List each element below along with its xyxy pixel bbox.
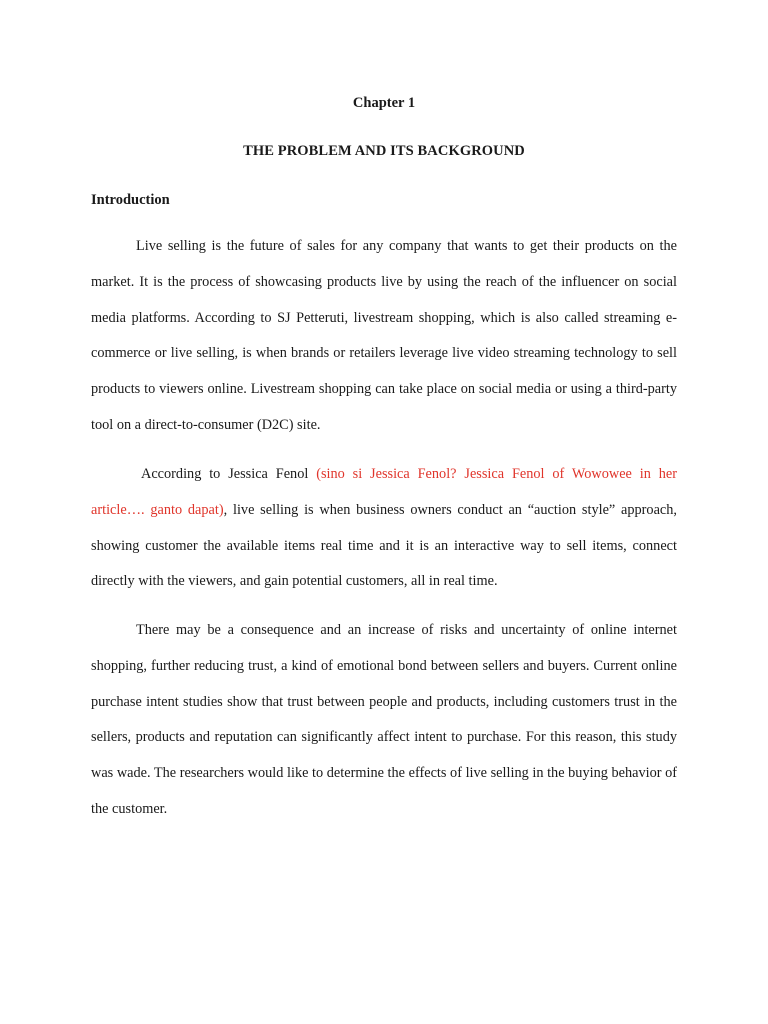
reviewer-comment: (sino si Jessica Fenol? Jessica Fenol of Wowowee in her article…. ganto dapat) [91,466,677,518]
chapter-title: THE PROBLEM AND ITS BACKGROUND [243,143,525,159]
section-heading: Introduction [91,192,170,208]
chapter-label: Chapter 1 [352,95,416,111]
paragraph-fenol-lead: According to Jessica Fenol [141,466,317,482]
paragraph-trust: There may be a consequence and an increase of risks and uncertainty of online internet shopping, further reducing trust, a kind of emotional bond between sellers and buyers. Current online purchase intent studies show that trust between people and products, including customers trust in the sellers, products and reputation can significantly affect intent to purchase. For this reason, this study was wade. The researchers would like to determine the effects of live selling in the buying behavior of the customer. [91,622,677,817]
paragraph-fenol-rest: , live selling is when business owners conduct an “auction style” approach, showing customer the available items real time and it is an interactive way to sell items, connect directly with the viewers, and gain potential customers, all in real time. [91,501,677,590]
paragraph-fenol [91,457,677,600]
paragraph-intro: Live selling is the future of sales for any company that wants to get their products on the market. It is the process of showcasing products live by using the reach of the influencer on social media platforms. According to SJ Petteruti, livestream shopping, which is also called streaming e-commerce or live selling, is when brands or retailers leverage live video streaming technology to sell products to viewers online. Livestream shopping can take place on social media or using a third-party tool on a direct-to-consumer (D2C) site. [91,238,677,433]
